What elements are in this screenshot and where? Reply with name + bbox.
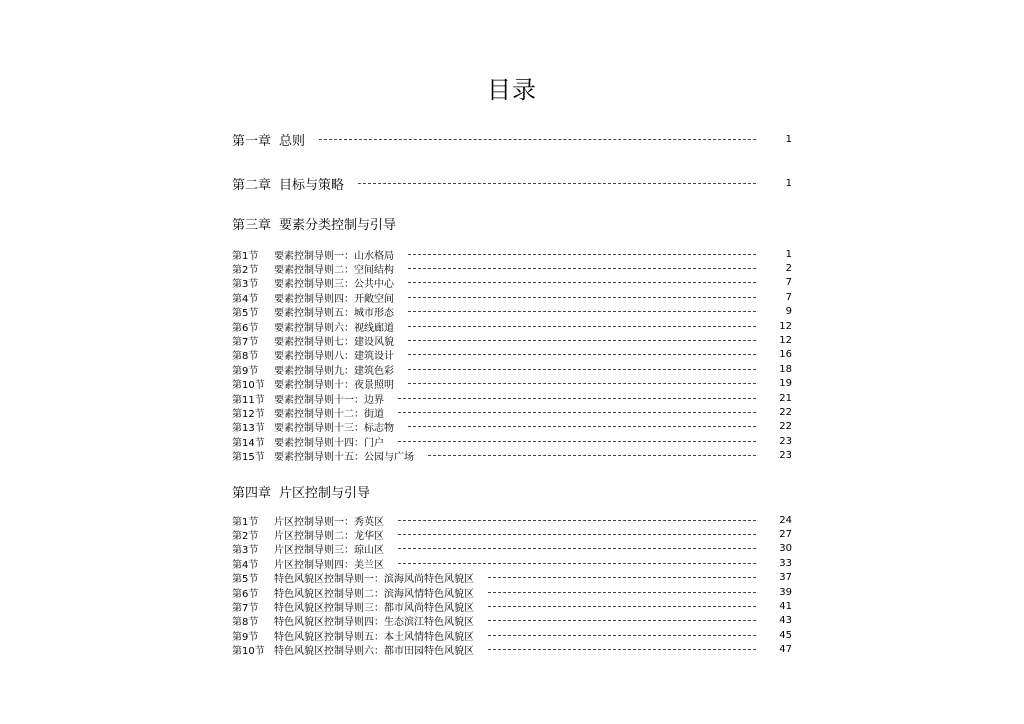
toc-section-row[interactable] — [232, 261, 792, 275]
section-title: 要素控制导则七：建设风貌 — [274, 336, 394, 348]
chapter-name: 总则 — [279, 133, 306, 149]
toc-section-row[interactable] — [232, 305, 792, 319]
section-number: 第5节 — [232, 574, 259, 586]
section-title: 特色风貌区控制导则一：滨海风尚特色风貌区 — [274, 574, 474, 586]
dot-leader — [398, 534, 756, 535]
page-number: 24 — [779, 514, 792, 526]
dot-leader — [398, 398, 756, 399]
section-number: 第9节 — [232, 631, 259, 643]
section-title: 要素控制导则五：城市形态 — [274, 308, 394, 320]
section-number: 第14节 — [232, 437, 265, 449]
section-title: 片区控制导则一：秀英区 — [274, 516, 384, 528]
section-number: 第10节 — [232, 380, 265, 392]
toc-section-row[interactable] — [232, 391, 792, 405]
section-title: 要素控制导则二：空间结构 — [274, 264, 394, 276]
toc-section-row[interactable] — [232, 434, 792, 448]
page-number: 37 — [779, 572, 792, 584]
section-title: 要素控制导则十二：街道 — [274, 408, 384, 420]
section-title: 特色风貌区控制导则四：生态滨江特色风貌区 — [274, 617, 474, 629]
chapter-title — [232, 482, 370, 501]
section-title: 要素控制导则十三：标志物 — [274, 423, 394, 435]
dot-leader — [428, 455, 756, 456]
page-number: 23 — [779, 450, 792, 462]
dot-leader — [488, 577, 756, 578]
section-title: 要素控制导则十：夜景照明 — [274, 380, 394, 392]
chapter-name: 要素分类控制与引导 — [279, 217, 397, 233]
page-number: 22 — [779, 421, 792, 433]
page-number: 1 — [785, 248, 792, 260]
section-title: 要素控制导则六：视线廊道 — [274, 322, 394, 334]
dot-leader — [488, 592, 756, 593]
dot-leader — [408, 383, 756, 384]
page-number: 45 — [779, 629, 792, 641]
section-number: 第2节 — [232, 264, 259, 276]
section-number: 第7节 — [232, 336, 259, 348]
page-number: 33 — [779, 557, 792, 569]
section-number: 第12节 — [232, 408, 265, 420]
toc-section-row[interactable] — [232, 276, 792, 290]
dot-leader — [408, 340, 756, 341]
section-title: 要素控制导则十一：边界 — [274, 394, 384, 406]
dot-leader — [408, 268, 756, 269]
section-number: 第1节 — [232, 516, 259, 528]
section-title: 要素控制导则十五：公园与广场 — [274, 452, 414, 464]
toc-section-row[interactable] — [232, 319, 792, 333]
toc-section-row[interactable] — [232, 420, 792, 434]
chapter-title — [232, 130, 305, 149]
page-number: 43 — [779, 615, 792, 627]
dot-leader — [398, 441, 756, 442]
toc-section-row[interactable] — [232, 290, 792, 304]
section-number: 第15节 — [232, 452, 265, 464]
page-number: 16 — [779, 349, 792, 361]
section-number: 第3节 — [232, 545, 259, 557]
toc-section-row[interactable] — [232, 405, 792, 419]
toc-section-row[interactable] — [232, 362, 792, 376]
toc-chapter-1[interactable] — [232, 129, 792, 149]
section-number: 第3节 — [232, 279, 259, 291]
page-number: 1 — [785, 177, 792, 189]
section-number: 第13节 — [232, 423, 265, 435]
page-number: 27 — [779, 528, 792, 540]
toc-section-row[interactable] — [232, 348, 792, 362]
chapter-title — [232, 214, 396, 233]
page-number: 7 — [785, 291, 792, 303]
dot-leader — [488, 649, 756, 650]
dot-leader — [408, 426, 756, 427]
dot-leader — [488, 635, 756, 636]
dot-leader — [319, 139, 756, 140]
toc-section-row[interactable] — [232, 513, 792, 527]
dot-leader — [488, 606, 756, 607]
page-number: 39 — [779, 586, 792, 598]
section-title: 要素控制导则四：开敞空间 — [274, 293, 394, 305]
section-number: 第11节 — [232, 394, 265, 406]
dot-leader — [398, 563, 756, 564]
dot-leader — [488, 620, 756, 621]
toc-section-row[interactable] — [232, 585, 792, 599]
section-title: 特色风貌区控制导则二：滨海风情特色风貌区 — [274, 588, 474, 600]
page-number: 41 — [779, 600, 792, 612]
page-number: 9 — [785, 306, 792, 318]
dot-leader — [398, 412, 756, 413]
dot-leader — [358, 183, 756, 184]
section-title: 特色风貌区控制导则三：都市风尚特色风貌区 — [274, 602, 474, 614]
dot-leader — [408, 326, 756, 327]
chapter-number: 第三章 — [232, 217, 272, 233]
section-title: 特色风貌区控制导则五：本土风情特色风貌区 — [274, 631, 474, 643]
section-title: 要素控制导则八：建筑设计 — [274, 351, 394, 363]
dot-leader — [408, 254, 756, 255]
toc-section-row[interactable] — [232, 542, 792, 556]
toc-section-row[interactable] — [232, 333, 792, 347]
page-number: 2 — [785, 262, 792, 274]
section-title: 片区控制导则二：龙华区 — [274, 530, 384, 542]
section-title: 片区控制导则三：琼山区 — [274, 545, 384, 557]
section-number: 第9节 — [232, 365, 259, 377]
section-number: 第1节 — [232, 250, 259, 262]
section-number: 第4节 — [232, 559, 259, 571]
toc-section-row[interactable] — [232, 571, 792, 585]
dot-leader — [408, 369, 756, 370]
section-number: 第6节 — [232, 588, 259, 600]
page-number: 1 — [785, 133, 792, 145]
section-number: 第8节 — [232, 617, 259, 629]
page-number: 30 — [779, 543, 792, 555]
dot-leader — [408, 282, 756, 283]
section-title: 要素控制导则九：建筑色彩 — [274, 365, 394, 377]
section-title: 片区控制导则四：美兰区 — [274, 559, 384, 571]
section-number: 第8节 — [232, 351, 259, 363]
toc-chapter-4[interactable] — [232, 481, 792, 501]
chapter-number: 第一章 — [232, 133, 272, 149]
chapter-title — [232, 174, 344, 193]
section-title: 要素控制导则三：公共中心 — [274, 279, 394, 291]
section-number: 第4节 — [232, 293, 259, 305]
toc-section-row[interactable] — [232, 449, 792, 463]
page-number: 47 — [779, 644, 792, 656]
section-number: 第10节 — [232, 646, 265, 658]
section-number: 第5节 — [232, 308, 259, 320]
section-number: 第6节 — [232, 322, 259, 334]
section-title: 特色风貌区控制导则六：都市田园特色风貌区 — [274, 646, 474, 658]
section-title: 要素控制导则一：山水格局 — [274, 250, 394, 262]
toc-chapter-3[interactable] — [232, 213, 792, 233]
toc-section-row[interactable] — [232, 614, 792, 628]
toc-section-row[interactable] — [232, 643, 792, 657]
page-number: 18 — [779, 363, 792, 375]
chapter-number: 第四章 — [232, 485, 272, 501]
toc-section-row[interactable] — [232, 527, 792, 541]
toc-section-row[interactable] — [232, 556, 792, 570]
dot-leader — [408, 297, 756, 298]
page-number: 12 — [779, 320, 792, 332]
chapter-name: 目标与策略 — [279, 177, 345, 193]
toc-section-row[interactable] — [232, 628, 792, 642]
page-number: 19 — [779, 378, 792, 390]
toc-section-row[interactable] — [232, 599, 792, 613]
section-title: 要素控制导则十四：门户 — [274, 437, 384, 449]
page-number: 12 — [779, 334, 792, 346]
section-number: 第2节 — [232, 530, 259, 542]
page-title: 目录 — [487, 76, 537, 104]
toc-chapter-2[interactable] — [232, 173, 792, 193]
page-number: 23 — [779, 435, 792, 447]
chapter-name: 片区控制与引导 — [279, 485, 371, 501]
toc-section-row[interactable] — [232, 247, 792, 261]
toc-section-row[interactable] — [232, 377, 792, 391]
dot-leader — [408, 311, 756, 312]
page-number: 21 — [779, 392, 792, 404]
dot-leader — [398, 520, 756, 521]
chapter-number: 第二章 — [232, 177, 272, 193]
dot-leader — [408, 354, 756, 355]
page-number: 7 — [785, 277, 792, 289]
page-number: 22 — [779, 406, 792, 418]
section-number: 第7节 — [232, 602, 259, 614]
dot-leader — [398, 548, 756, 549]
